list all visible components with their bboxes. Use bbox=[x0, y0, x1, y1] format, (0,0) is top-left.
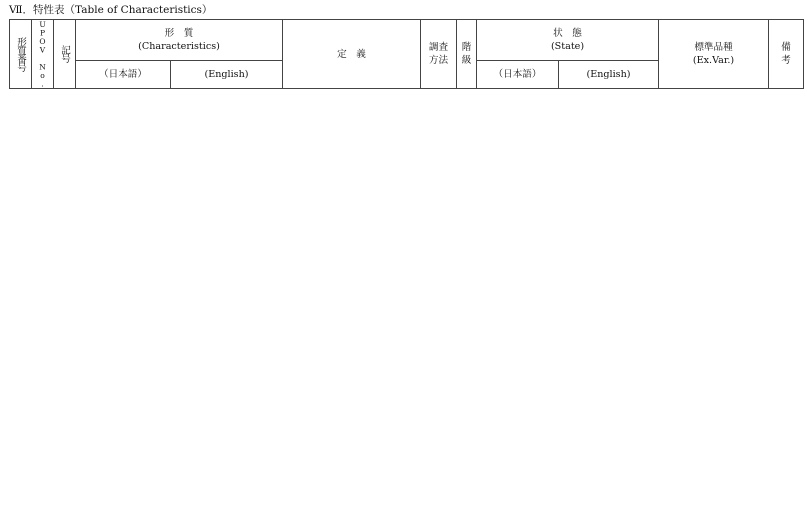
header-keishitsu: 形 質 (Characteristics) bbox=[76, 20, 283, 61]
header-kigo: 記号 bbox=[54, 20, 76, 89]
page-title: Ⅶ．特性表（Table of Characteristics） bbox=[9, 4, 213, 16]
header-chosa-hoho: 調査方法 bbox=[421, 20, 457, 89]
header-state-nihongo: （日本語） bbox=[477, 61, 559, 89]
header-jotai: 状 態 (State) bbox=[477, 20, 659, 61]
header-teigi: 定 義 bbox=[283, 20, 421, 89]
header-char-english: (English) bbox=[171, 61, 283, 89]
header-kaikyu: 階級 bbox=[457, 20, 477, 89]
header-char-nihongo: （日本語） bbox=[76, 61, 171, 89]
header-keitai-bango: 形質番号 bbox=[10, 20, 32, 89]
characteristics-table bbox=[9, 19, 804, 89]
header-hyojun: 標準品種 (Ex.Var.) bbox=[659, 20, 769, 89]
header-upov: UPOV No. bbox=[32, 20, 54, 89]
header-biko: 備考 bbox=[769, 20, 804, 89]
header-state-english: (English) bbox=[559, 61, 659, 89]
